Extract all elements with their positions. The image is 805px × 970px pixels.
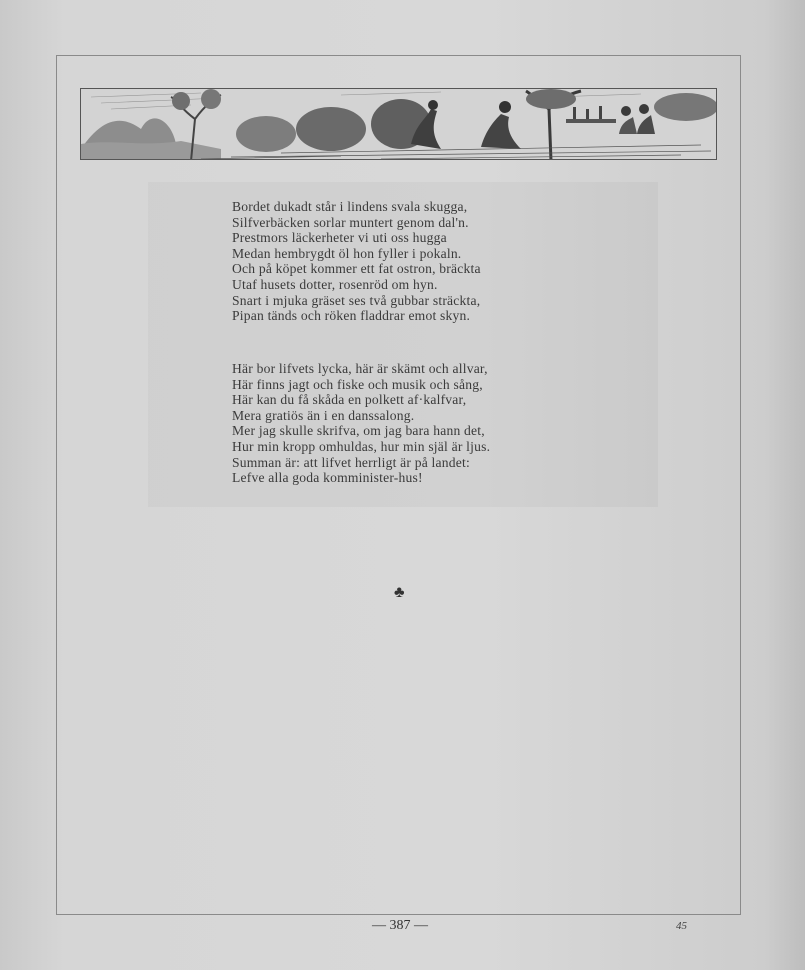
poem-line: Hur min kropp omhuldas, hur min själ är ljus. [232,438,491,454]
poem-line: Snart i mjuka gräset ses två gubbar sträckta, [232,292,481,308]
poem-stanza-2 [232,361,490,486]
poem-line: Lefve alla goda komminister-hus! [232,470,423,486]
poem-line: Medan hembrygdt öl hon fyller i pokaln. [232,245,462,261]
poem-line: Här finns jagt och fiske och musik och sång, [232,376,483,392]
page-number: — 387 — [372,918,428,933]
poem-line: Och på köpet kommer ett fat ostron, bräckta [232,261,481,277]
poem-line: Pipan tänds och röken fladdrar emot skyn. [232,308,471,324]
poem-line: Här kan du få skåda en polkett af·kalfvar, [232,392,467,408]
poem-line: Mera gratiös än i en danssalong. [232,407,415,423]
poem-line: Här bor lifvets lycka, här är skämt och allvar, [232,361,488,376]
poem-line: Prestmors läckerheter vi uti oss hugga [232,230,447,246]
poem-line: Silfverbäcken sorlar muntert genom dal'n. [232,214,469,230]
signature-mark: 45 [676,920,687,932]
poem-line: Bordet dukadt står i lindens svala skugga, [232,199,468,214]
poem-line: Summan är: att lifvet herrligt är på landet: [232,454,470,470]
poem-stanza-1 [232,199,481,324]
poem-line: Mer jag skulle skrifva, om jag bara hann det, [232,423,485,439]
club-ornament-icon: ♣ [394,584,405,601]
poem-line: Utaf husets dotter, rosenröd om hyn. [232,276,438,292]
header-illustration [80,88,717,160]
